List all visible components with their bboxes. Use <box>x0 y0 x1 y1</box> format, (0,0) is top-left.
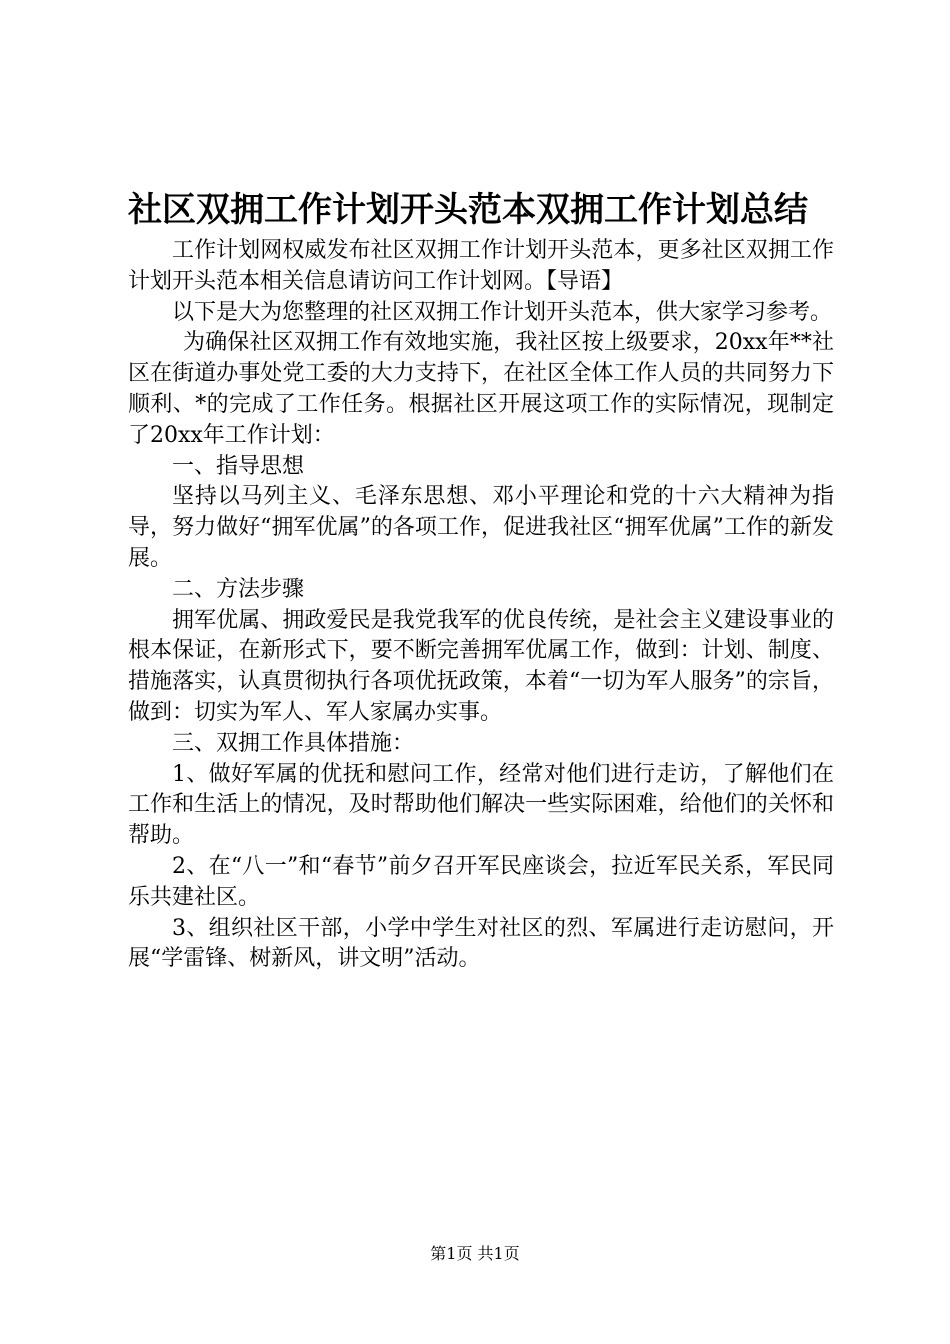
document-title: 社区双拥工作计划开头范本双拥工作计划总结 <box>128 190 808 230</box>
section-heading-3: 三、双拥工作具体措施： <box>172 730 415 756</box>
document-body <box>128 236 834 975</box>
list-item-measure-2: 2、在“八一”和“春节”前夕召开军民座谈会，拉近军民关系，军民同乐共建社区。 <box>128 853 834 910</box>
section-heading-2: 二、方法步骤 <box>172 576 305 602</box>
list-item-measure-3: 3、组织社区干部，小学中学生对社区的烈、军属进行走访慰问，开展“学雷锋、树新风，讲文明”活动。 <box>128 915 834 972</box>
paragraph-guiding-thought: 坚持以马列主义、毛泽东思想、邓小平理论和党的十六大精神为指导，努力做好“拥军优属”的各项工作，促进我社区“拥军优属”工作的新发展。 <box>128 484 834 571</box>
paragraph-lead: 以下是大为您整理的社区双拥工作计划开头范本，供大家学习参考。 <box>172 299 833 325</box>
section-heading-1: 一、指导思想 <box>172 453 305 479</box>
paragraph-method-steps: 拥军优属、拥政爱民是我党我军的优良传统，是社会主义建设事业的根本保证，在新形式下，要不断完善拥军优属工作，做到：计划、制度、措施落实，认真贯彻执行各项优抚政策，本着“一切为军人服务”的宗旨，做到：切实为军人、军人家属办实事。 <box>128 607 834 725</box>
paragraph-purpose: 为确保社区双拥工作有效地实施，我社区按上级要求，20xx年**社区在街道办事处党工委的大力支持下，在社区全体工作人员的共同努力下顺利、*的完成了工作任务。根据社区开展这项工作的实际情况，现制定了20xx年工作计划： <box>128 330 834 448</box>
page-footer: 第1页 共1页 <box>430 1244 520 1263</box>
list-item-measure-1: 1、做好军属的优抚和慰问工作，经常对他们进行走访，了解他们在工作和生活上的情况，及时帮助他们解决一些实际困难，给他们的关怀和帮助。 <box>128 761 834 849</box>
paragraph-intro: 工作计划网权威发布社区双拥工作计划开头范本，更多社区双拥工作计划开头范本相关信息请访问工作计划网。【导语】 <box>128 238 834 294</box>
